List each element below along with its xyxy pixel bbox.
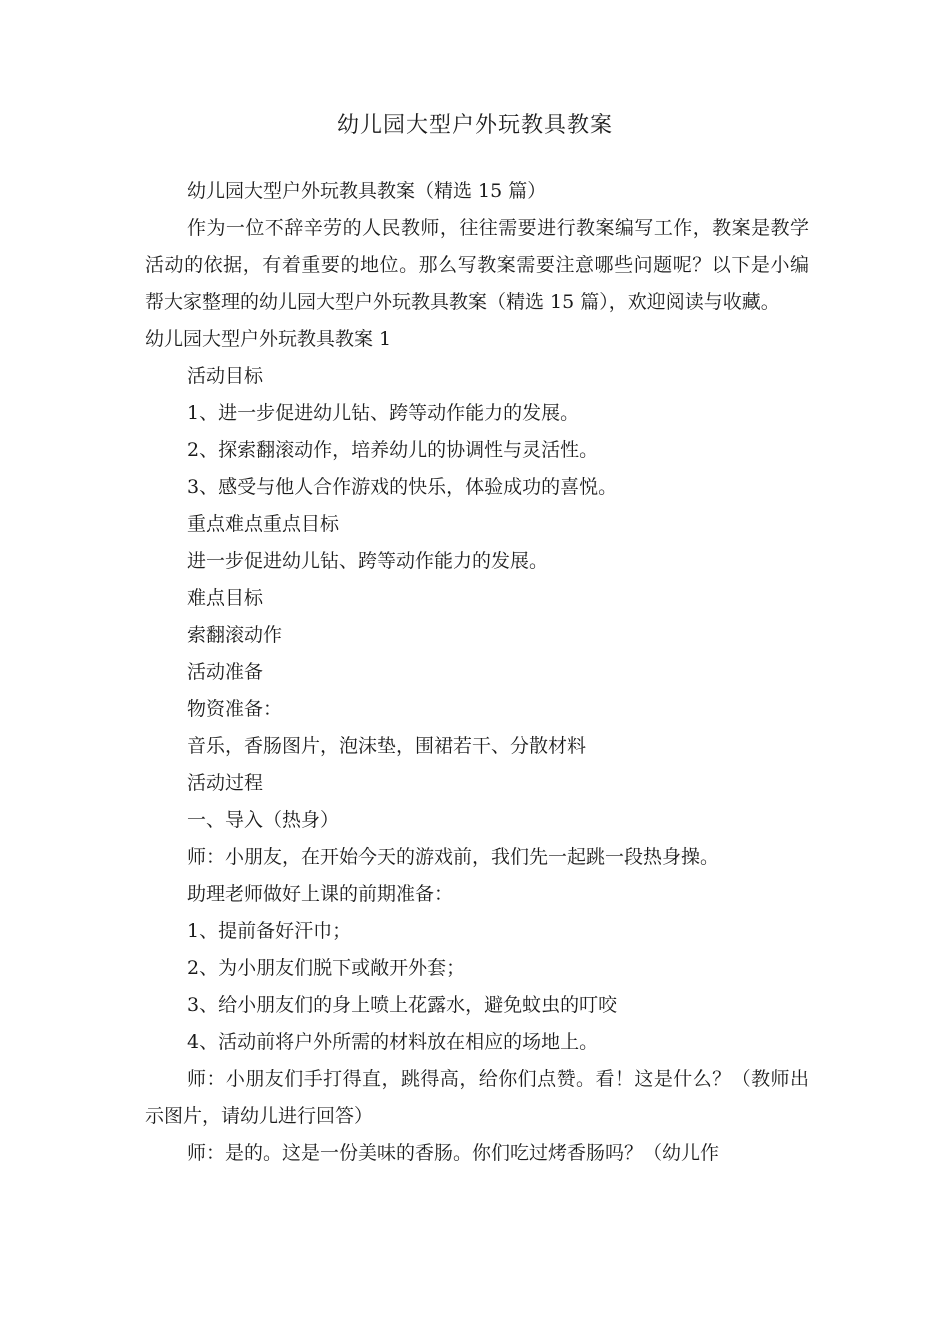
paragraph: 2、为小朋友们脱下或敞开外套； — [187, 957, 466, 979]
paragraph: 活动过程 — [187, 772, 264, 794]
subtitle-paragraph: 幼儿园大型户外玩教具教案（精选 15 篇） — [187, 180, 547, 202]
paragraph: 活动目标 — [187, 365, 264, 387]
paragraph: 音乐，香肠图片，泡沫垫，围裙若干、分散材料 — [187, 735, 587, 757]
paragraph: 3、感受与他人合作游戏的快乐，体验成功的喜悦。 — [187, 476, 618, 498]
document-title: 幼儿园大型户外玩教具教案 — [336, 113, 613, 138]
paragraph: 4、活动前将户外所需的材料放在相应的场地上。 — [187, 1031, 599, 1053]
intro-paragraph: 作为一位不辞辛劳的人民教师，往往需要进行教案编写工作，教案是教学活动的依据，有着重要的地位。那么写教案需要注意哪些问题呢？以下是小编帮大家整理的幼儿园大型户外玩教具教案（精选 15 篇），欢迎阅读与收藏。 — [145, 217, 809, 313]
paragraph: 师：是的。这是一份美味的香肠。你们吃过烤香肠吗？（幼儿作 — [187, 1142, 720, 1164]
paragraph: 1、提前备好汗巾； — [187, 920, 352, 942]
paragraph: 助理老师做好上课的前期准备： — [187, 883, 454, 905]
paragraph: 2、探索翻滚动作，培养幼儿的协调性与灵活性。 — [187, 439, 599, 461]
paragraph: 重点难点重点目标 — [187, 513, 340, 535]
section-heading: 幼儿园大型户外玩教具教案 1 — [145, 328, 392, 350]
paragraph: 难点目标 — [187, 587, 264, 609]
paragraph: 物资准备： — [187, 698, 283, 720]
paragraph: 3、给小朋友们的身上喷上花露水，避免蚊虫的叮咬 — [187, 994, 618, 1016]
paragraph: 索翻滚动作 — [187, 624, 283, 646]
paragraph: 进一步促进幼儿钻、跨等动作能力的发展。 — [187, 550, 549, 572]
paragraph: 师：小朋友，在开始今天的游戏前，我们先一起跳一段热身操。 — [187, 846, 720, 868]
paragraph: 一、导入（热身） — [187, 809, 340, 831]
paragraph: 1、进一步促进幼儿钻、跨等动作能力的发展。 — [187, 402, 580, 424]
document-body — [145, 173, 809, 1172]
paragraph: 活动准备 — [187, 661, 264, 683]
paragraph: 师：小朋友们手打得直，跳得高，给你们点赞。看！这是什么？（教师出示图片，请幼儿进行回答） — [145, 1068, 809, 1127]
